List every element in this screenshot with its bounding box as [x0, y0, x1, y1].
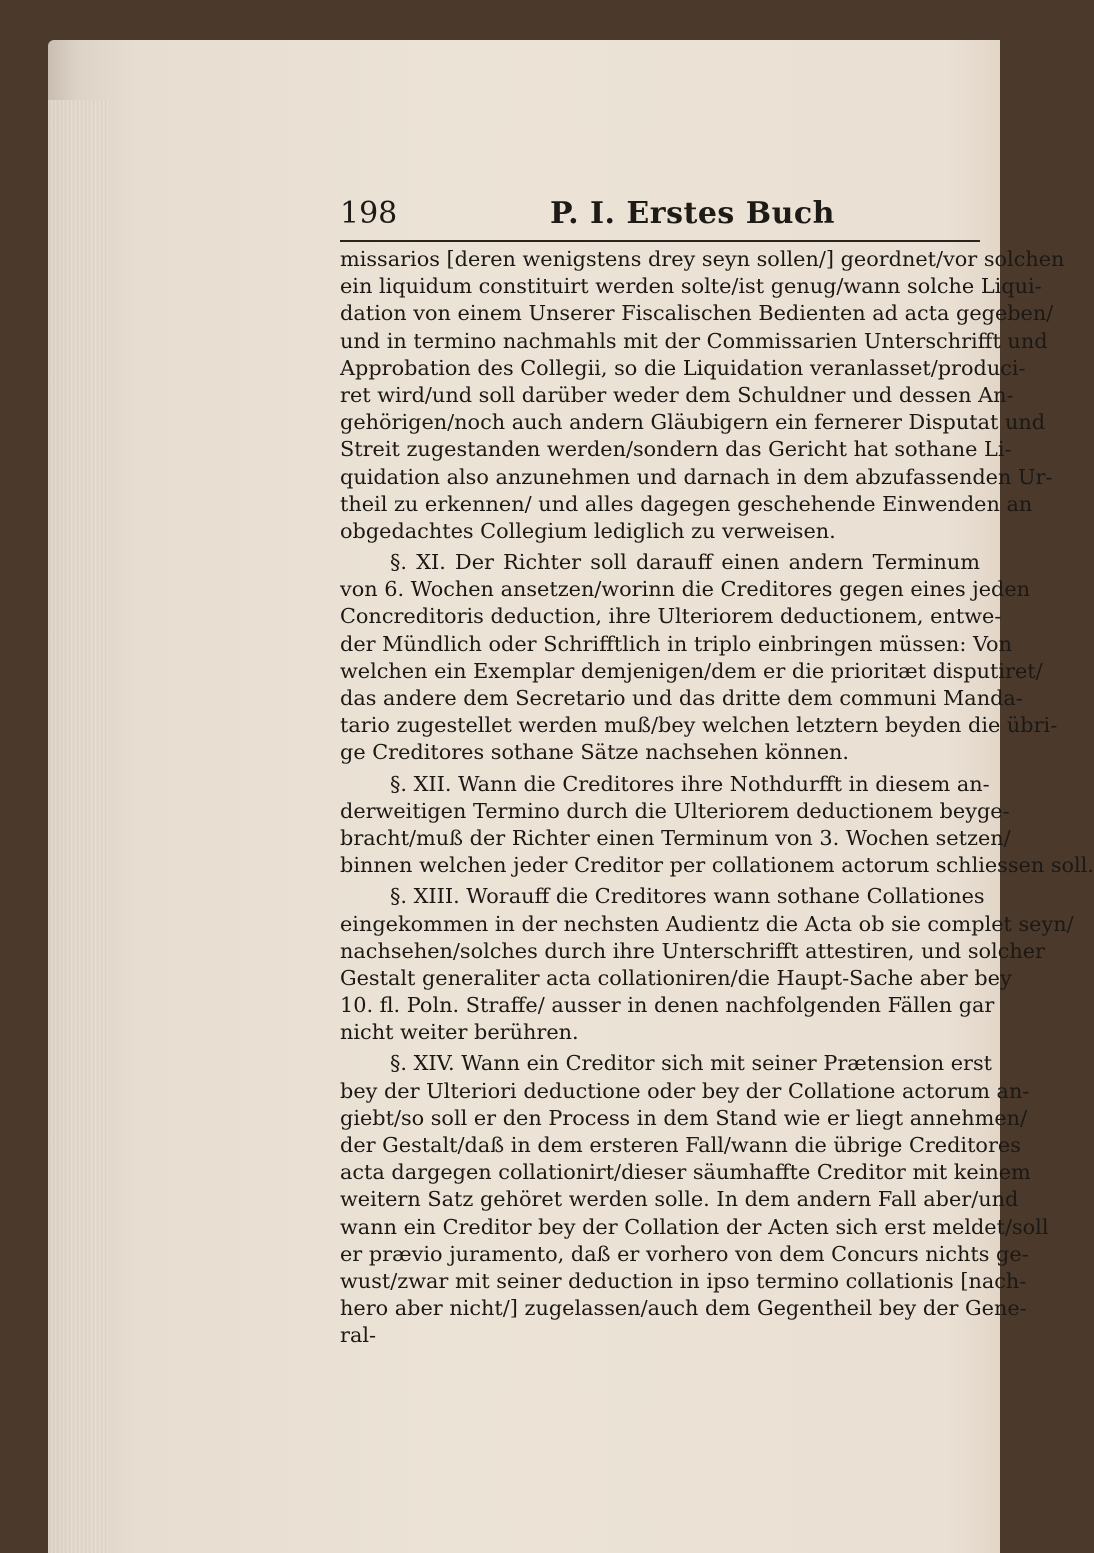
- text-line: von 6. Wochen ansetzen/worinn die Creditores gegen eines jeden: [340, 577, 1031, 602]
- text-line: nicht weiter berühren.: [340, 1020, 579, 1045]
- text-line: 10. fl. Poln. Straffe/ ausser in denen nachfolgenden Fällen gar: [340, 993, 995, 1018]
- text-line: wann ein Creditor bey der Collation der Acten sich erst meldet/soll: [340, 1214, 1049, 1239]
- text-line: tario zugestellet werden muß/bey welchen letztern beyden die übri-: [340, 713, 1058, 738]
- text-line: giebt/so soll er den Process in dem Stand wie er liegt annehmen/: [340, 1105, 1028, 1130]
- text-line: binnen welchen jeder Creditor per collationem actorum schliessen soll.: [340, 853, 1094, 878]
- text-line: Approbation des Collegii, so die Liquidation veranlasset/produci-: [340, 355, 1026, 380]
- text-line: bey der Ulteriori deductione oder bey der Collatione actorum an-: [340, 1078, 1030, 1103]
- text-line: hero aber nicht/] zugelassen/auch dem Gegentheil bey der Gene-: [340, 1296, 1027, 1321]
- text-line: eingekommen in der nechsten Audientz die Acta ob sie complet seyn/: [340, 911, 1074, 936]
- header-rule: [340, 240, 980, 242]
- text-line: derweitigen Termino durch die Ulteriorem deductionem beyge-: [340, 798, 1010, 823]
- text-line: welchen ein Exemplar demjenigen/dem er die prioritæt disputiret/: [340, 658, 1043, 683]
- text-line: §. XIV. Wann ein Creditor sich mit seiner Prætension erst: [390, 1051, 993, 1076]
- paragraph: [340, 771, 1094, 880]
- text-line: bracht/muß der Richter einen Terminum von 3. Wochen setzen/: [340, 825, 1011, 850]
- text-line: er prævio juramento, daß er vorhero von dem Concurs nichts ge-: [340, 1241, 1029, 1266]
- text-line: §. XII. Wann die Creditores ihre Nothdurfft in diesem an-: [390, 771, 990, 796]
- text-line: ge Creditores sothane Sätze nachsehen können.: [340, 740, 850, 765]
- text-line: ral-: [340, 1323, 377, 1348]
- text-line: obgedachtes Collegium lediglich zu verweisen.: [340, 518, 836, 543]
- text-line: dation von einem Unserer Fiscalischen Bedienten ad acta gegeben/: [340, 301, 1054, 326]
- text-line: quidation also anzunehmen und darnach in dem abzufassenden Ur-: [340, 464, 1053, 489]
- body-text: [340, 246, 1094, 1350]
- paragraph: [340, 1050, 1049, 1349]
- text-line: theil zu erkennen/ und alles dagegen geschehende Einwenden an: [340, 491, 1033, 516]
- text-line: §. XIII. Worauff die Creditores wann sothane Collationes: [390, 884, 985, 909]
- text-line: Gestalt generaliter acta collationiren/die Haupt-Sache aber bey: [340, 965, 1012, 990]
- paragraph: [340, 883, 1074, 1046]
- text-line: ein liquidum constituirt werden solte/ist genug/wann solche Liqui-: [340, 274, 1042, 299]
- text-line: weitern Satz gehöret werden solle. In dem andern Fall aber/und: [340, 1187, 1019, 1212]
- text-line: wust/zwar mit seiner deduction in ipso termino collationis [nach-: [340, 1268, 1027, 1293]
- page-number: 198: [340, 196, 398, 231]
- running-title: P. I. Erstes Buch: [550, 196, 835, 231]
- text-line: acta dargegen collationirt/dieser säumhaffte Creditor mit keinem: [340, 1160, 1031, 1185]
- text-line: §. XI. Der Richter soll darauff einen andern Terminum: [390, 550, 980, 575]
- page-edge-shading: [48, 100, 108, 1553]
- text-line: und in termino nachmahls mit der Commissarien Unterschrifft und: [340, 328, 1048, 353]
- text-line: ret wird/und soll darüber weder dem Schuldner und dessen An-: [340, 382, 1014, 407]
- text-line: missarios [deren wenigstens drey seyn sollen/] geordnet/vor solchen: [340, 247, 1065, 271]
- text-line: der Gestalt/daß in dem ersteren Fall/wann die übrige Creditores: [340, 1133, 1021, 1157]
- text-line: gehörigen/noch auch andern Gläubigern ein fernerer Disputat und: [340, 410, 1046, 435]
- text-line: nachsehen/solches durch ihre Unterschrifft attestiren, und solcher: [340, 938, 1045, 963]
- paragraph: [340, 549, 1058, 767]
- page-header: [340, 196, 980, 240]
- paragraph: [340, 246, 1065, 545]
- text-line: das andere dem Secretario und das dritte dem communi Manda-: [340, 686, 1023, 710]
- text-line: Concreditoris deduction, ihre Ulteriorem deductionem, entwe-: [340, 604, 1002, 629]
- text-line: Streit zugestanden werden/sondern das Gericht hat sothane Li-: [340, 437, 1012, 462]
- text-line: der Mündlich oder Schrifftlich in triplo einbringen müssen: Von: [340, 631, 1012, 656]
